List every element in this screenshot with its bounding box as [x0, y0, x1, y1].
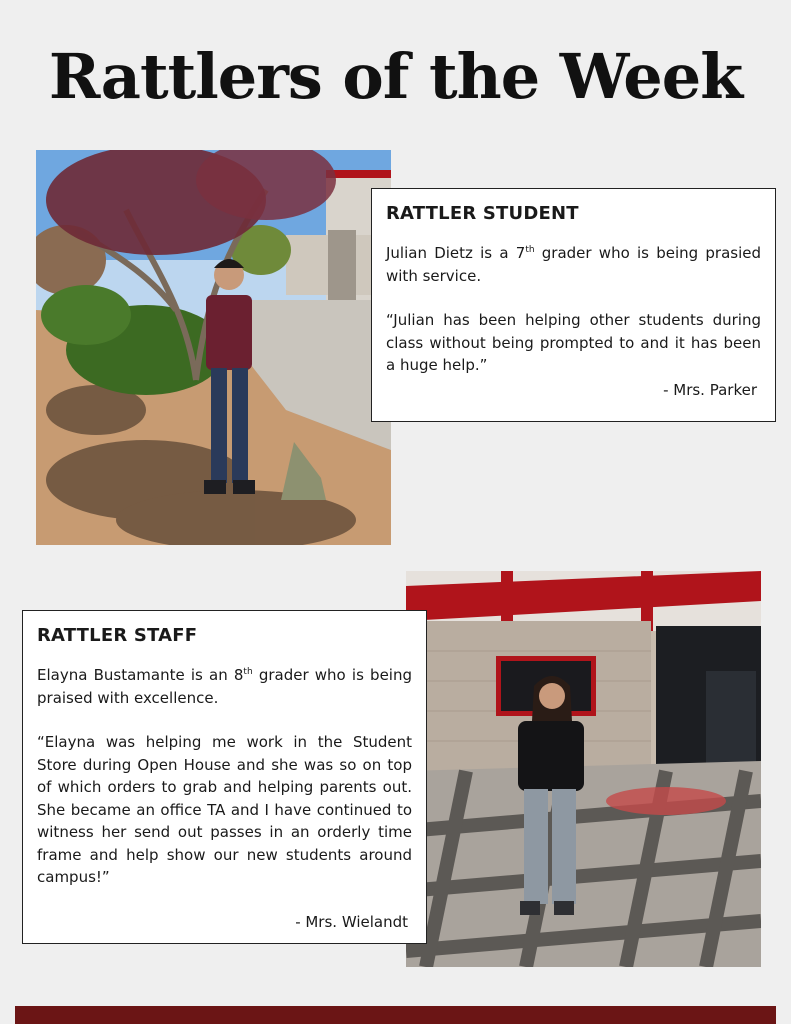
- student-signature: - Mrs. Parker: [663, 380, 757, 399]
- student-intro: Julian Dietz is a 7th grader who is being prasied with service.: [386, 244, 761, 285]
- rattler-staff-card: [22, 610, 427, 944]
- footer-bar: [15, 1006, 776, 1024]
- page-title: Rattlers of the Week: [48, 40, 743, 113]
- staff-quote: “Elayna was helping me work in the Student Store during Open House and she was so on top of which orders to grab and helping parents out. She became an office TA and I have continued to witness her send out passes in an orderly time frame and help show our new students around campus!”: [37, 733, 412, 886]
- student-quote: “Julian has been helping other students during class without being prompted to and it has been a huge help.”: [386, 311, 761, 374]
- staff-photo: [406, 571, 761, 967]
- staff-heading: RATTLER STAFF: [37, 625, 198, 646]
- student-photo: [36, 150, 391, 545]
- staff-intro: Elayna Bustamante is an 8th grader who is being praised with excellence.: [37, 666, 412, 707]
- staff-signature: - Mrs. Wielandt: [295, 912, 408, 931]
- rattler-student-card: [371, 188, 776, 422]
- student-heading: RATTLER STUDENT: [386, 203, 579, 224]
